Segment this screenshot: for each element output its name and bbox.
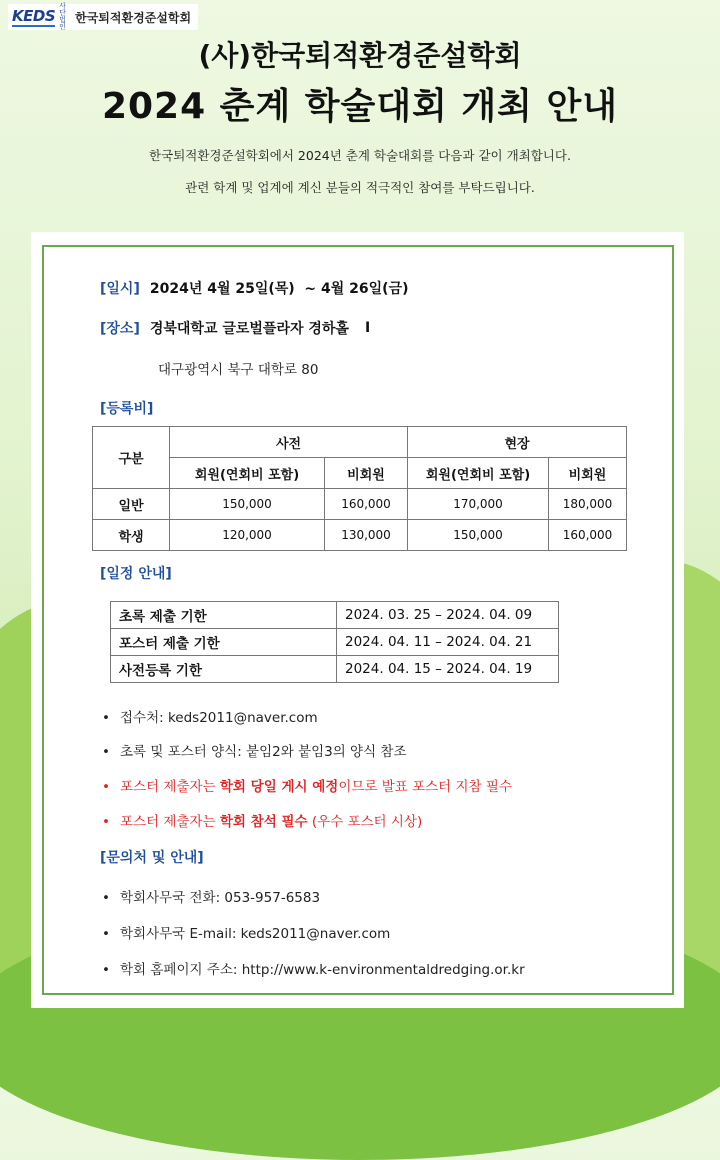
bullet-icon: • <box>102 814 110 830</box>
bullet-icon: • <box>102 710 110 726</box>
note-poster-a: 포스터 제출자는 <box>120 779 220 795</box>
note-submission: 접수처: keds2011@naver.com <box>120 710 318 726</box>
bullet-icon: • <box>102 890 110 906</box>
contact-phone: 학회사무국 전화: 053-957-6583 <box>120 890 321 906</box>
intro-line-1: 한국퇴적환경준설학회에서 2024년 춘계 학술대회를 다음과 같이 개최합니다. <box>149 148 571 163</box>
fee-subheader: 비회원 <box>549 458 627 489</box>
society-logo <box>8 4 198 30</box>
table-row <box>111 629 559 656</box>
schedule-item: 포스터 제출 기한 <box>111 629 337 656</box>
table-row <box>111 656 559 683</box>
fee-label: [등록비] <box>100 401 154 417</box>
fee-row-name: 일반 <box>93 489 170 520</box>
list-item <box>102 740 407 760</box>
list-item <box>102 886 320 906</box>
table-row <box>93 520 627 551</box>
logo-name: 한국퇴적환경준설학회 <box>75 10 192 25</box>
note-poster-emphasis: 학회 당일 게시 예정 <box>219 779 339 795</box>
fee-cell: 150,000 <box>170 489 325 520</box>
list-item <box>102 958 525 978</box>
schedule-table <box>110 601 559 683</box>
venue-label: [장소] <box>100 321 140 337</box>
list-item <box>102 706 318 726</box>
fee-category-header: 구분 <box>93 427 170 489</box>
date-row <box>100 278 409 298</box>
fee-cell: 150,000 <box>408 520 549 551</box>
intro-line-2: 관련 학계 및 업계에 계신 분들의 적극적인 참여를 부탁드립니다. <box>185 180 535 195</box>
note-poster-c: 이므로 발표 포스터 지참 필수 <box>338 779 512 795</box>
schedule-period: 2024. 03. 25 – 2024. 04. 09 <box>337 602 559 629</box>
bullet-icon: • <box>102 926 110 942</box>
venue-address: 대구광역시 북구 대학로 80 <box>158 362 319 378</box>
table-row <box>93 489 627 520</box>
table-row <box>111 602 559 629</box>
note-attend-a: 포스터 제출자는 <box>120 814 220 830</box>
schedule-period: 2024. 04. 11 – 2024. 04. 21 <box>337 629 559 656</box>
logo-sub: 사단법인 <box>59 2 66 31</box>
list-item <box>102 922 390 942</box>
bullet-icon: • <box>102 744 110 760</box>
venue-row <box>100 318 370 338</box>
fee-cell: 170,000 <box>408 489 549 520</box>
fee-cell: 160,000 <box>325 489 408 520</box>
fee-subheader: 비회원 <box>325 458 408 489</box>
fee-cell: 120,000 <box>170 520 325 551</box>
fee-cell: 160,000 <box>549 520 627 551</box>
org-title: (사)한국퇴적환경준설학회 <box>198 39 522 72</box>
contact-website: 학회 홈페이지 주소: http://www.k-environmentaldredging.or.kr <box>120 962 525 978</box>
list-item <box>102 810 422 830</box>
bullet-icon: • <box>102 779 110 795</box>
fee-table <box>92 426 627 551</box>
fee-group-onsite: 현장 <box>408 427 627 458</box>
fee-cell: 130,000 <box>325 520 408 551</box>
logo-mark: KEDS <box>12 7 56 25</box>
schedule-label: [일정 안내] <box>100 566 172 582</box>
schedule-item: 초록 제출 기한 <box>111 602 337 629</box>
contact-label: [문의처 및 안내] <box>100 850 204 866</box>
schedule-item: 사전등록 기한 <box>111 656 337 683</box>
fee-group-pre: 사전 <box>170 427 408 458</box>
venue-value: 경북대학교 글로벌플라자 경하홀 <box>149 321 349 337</box>
date-value: 2024년 4월 25일(목) ~ 4월 26일(금) <box>149 281 409 297</box>
page-title: 2024 춘계 학술대회 개최 안내 <box>101 86 619 127</box>
fee-subheader: 회원(연회비 포함) <box>170 458 325 489</box>
date-label: [일시] <box>100 281 140 297</box>
schedule-period: 2024. 04. 15 – 2024. 04. 19 <box>337 656 559 683</box>
note-attend-emphasis: 학회 참석 필수 <box>219 814 308 830</box>
note-attend-c: (우수 포스터 시상) <box>307 814 423 830</box>
note-template: 초록 및 포스터 양식: 붙임2와 붙임3의 양식 참조 <box>120 744 407 760</box>
fee-subheader: 회원(연회비 포함) <box>408 458 549 489</box>
text-cursor: I <box>364 320 371 336</box>
fee-cell: 180,000 <box>549 489 627 520</box>
fee-row-name: 학생 <box>93 520 170 551</box>
list-item <box>102 775 512 795</box>
contact-email: 학회사무국 E-mail: keds2011@naver.com <box>120 926 391 942</box>
bullet-icon: • <box>102 962 110 978</box>
